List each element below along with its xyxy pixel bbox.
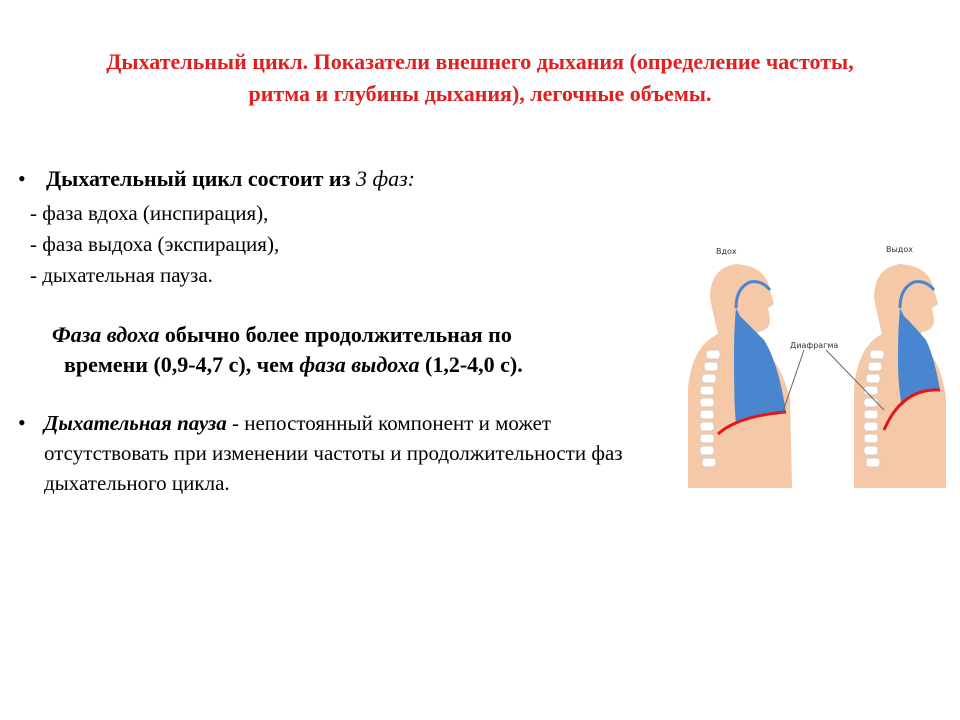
slide-title xyxy=(20,46,940,110)
phase-item-pause: - дыхательная пауза. xyxy=(30,263,213,287)
pause-em: Дыхательная пауза xyxy=(44,411,227,435)
duration-paragraph xyxy=(52,320,632,380)
label-inhale: Вдох xyxy=(716,247,737,256)
pause-text: - непостоянный компонент и может отсутствовать при изменении частоты и продолжительности фаз дыхательного цикла. xyxy=(44,411,623,495)
para-em-inhale: Фаза вдоха xyxy=(52,322,160,347)
bullet-phases-text xyxy=(46,164,415,194)
para-text-3: (1,2-4,0 с). xyxy=(419,352,523,377)
diaphragm-pointer-left xyxy=(782,350,804,414)
bullet-dot-icon: • xyxy=(18,166,26,191)
inhale-figure xyxy=(688,264,792,488)
bullet-phases-count: 3 фаз xyxy=(355,166,408,191)
phase-item-inhale: - фаза вдоха (инспирация), xyxy=(30,201,269,225)
bullet-phases-lead: Дыхательный цикл состоит из xyxy=(46,166,356,191)
bullet-pause-text xyxy=(44,408,644,498)
title-line-2: ритма и глубины дыхания), легочные объемы. xyxy=(248,81,712,106)
para-text-2: времени (0,9-4,7 с), чем xyxy=(64,352,300,377)
exhale-figure xyxy=(854,264,946,488)
bullet-phases-colon: : xyxy=(407,166,415,191)
phase-item-exhale: - фаза выдоха (экспирация), xyxy=(30,232,280,256)
para-text-1: обычно более продолжительная по xyxy=(159,322,512,347)
para-line-2 xyxy=(52,350,632,380)
label-diaphragm: Диафрагма xyxy=(790,341,839,350)
bullet-dot-icon: • xyxy=(18,410,26,435)
breathing-illustration xyxy=(678,238,948,488)
para-em-exhale: фаза выдоха xyxy=(299,352,420,377)
title-line-1: Дыхательный цикл. Показатели внешнего дыхания (определение частоты, xyxy=(106,49,854,74)
label-exhale: Выдох xyxy=(886,245,913,254)
